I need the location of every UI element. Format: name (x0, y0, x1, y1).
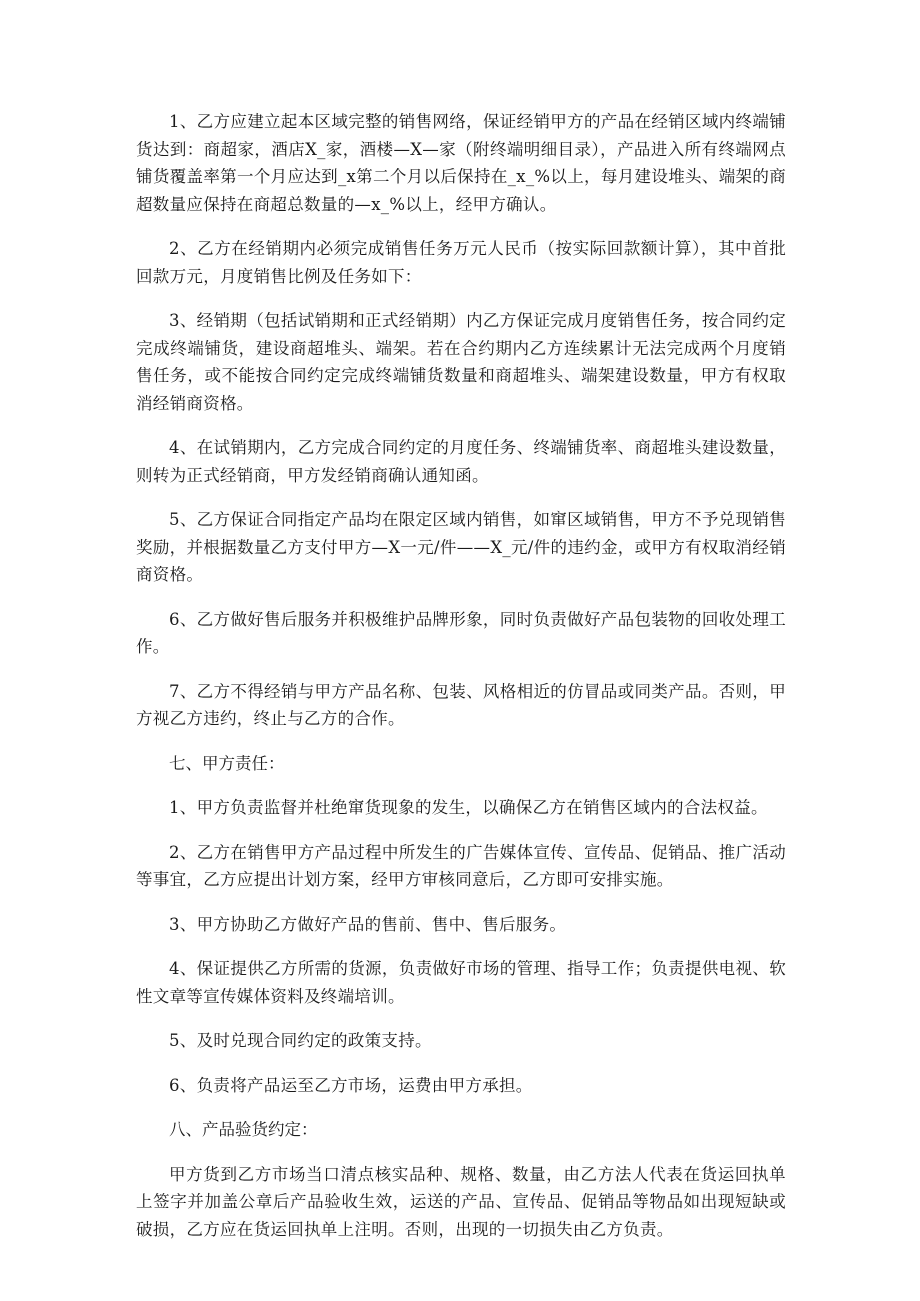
clause-a-4: 4、保证提供乙方所需的货源，负责做好市场的管理、指导工作；负责提供电视、软性文章等宣传媒体资料及终端培训。 (136, 959, 786, 1006)
clause-b-2: 2、乙方在经销期内必须完成销售任务万元人民币（按实际回款额计算），其中首批回款万元，月度销售比例及任务如下： (136, 239, 786, 286)
clause-b-5: 5、乙方保证合同指定产品均在限定区域内销售，如窜区域销售，甲方不予兑现销售奖励，并根据数量乙方支付甲方—X一元/件——X_元/件的违约金，或甲方有权取消经销商资格。 (136, 510, 786, 584)
clause-a-5: 5、及时兑现合同约定的政策支持。 (169, 1031, 432, 1050)
clause-b-3: 3、经销期（包括试销期和正式经销期）内乙方保证完成月度销售任务，按合同约定完成终端铺货，建设商超堆头、端架。若在合约期内乙方连续累计无法完成两个月度销售任务，或不能按合同约定完成终端铺货数量和商超堆头、端架建设数量，甲方有权取消经销商资格。 (136, 311, 786, 413)
clause-a-6: 6、负责将产品运至乙方市场，运费由甲方承担。 (169, 1075, 533, 1095)
inspection-clause: 甲方货到乙方市场当口清点核实品种、规格、数量，由乙方法人代表在货运回执单上签字并加盖公章后产品验收生效，运送的产品、宣传品、促销品等物品如出现短缺或破损，乙方应在货运回执单上注明。否则，出现的一切损失由乙方负责。 (136, 1164, 786, 1239)
clause-a-1: 1、甲方负责监督并杜绝窜货现象的发生，以确保乙方在销售区域内的合法权益。 (169, 798, 768, 817)
clause-b-1: 1、乙方应建立起本区域完整的销售网络，保证经销甲方的产品在经销区域内终端铺货达到：商超家，酒店X_家，酒楼—X—家（附终端明细目录），产品进入所有终端网点铺货覆盖率第一个月应达到_x第二个月以后保持在_x_%以上，每月建设堆头、端架的商超数量应保持在商超总数量的—x_%以上，经甲方确认。 (136, 112, 786, 214)
clause-a-3: 3、甲方协助乙方做好产品的售前、售中、售后服务。 (169, 914, 567, 934)
section-heading-7: 七、甲方责任： (169, 753, 285, 773)
clause-b-4: 4、在试销期内，乙方完成合同约定的月度任务、终端铺货率、商超堆头建设数量，则转为正式经销商，甲方发经销商确认通知函。 (136, 438, 786, 485)
clause-b-6: 6、乙方做好售后服务并积极维护品牌形象，同时负责做好产品包装物的回收处理工作。 (136, 609, 786, 656)
document-body (136, 108, 786, 1260)
clause-a-2: 2、乙方在销售甲方产品过程中所发生的广告媒体宣传、宣传品、促销品、推广活动等事宜，乙方应提出计划方案，经甲方审核同意后，乙方即可安排实施。 (136, 842, 786, 889)
clause-b-7: 7、乙方不得经销与甲方产品名称、包装、风格相近的仿冒品或同类产品。否则，甲方视乙方违约，终止与乙方的合作。 (136, 681, 786, 728)
section-heading-8: 八、产品验货约定： (169, 1120, 318, 1139)
